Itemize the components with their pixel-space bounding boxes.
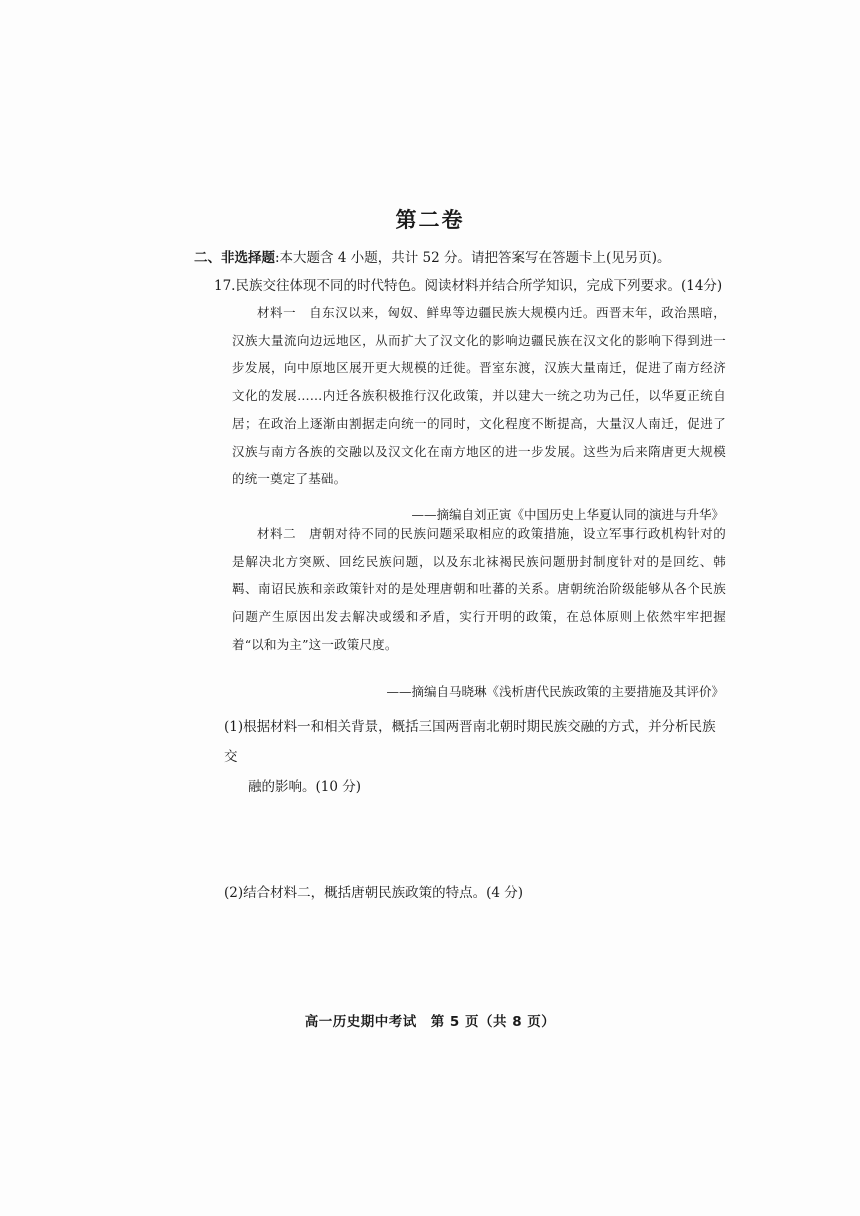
material-1-text: 材料一 自东汉以来，匈奴、鲜卑等边疆民族大规模内迁。西晋末年，政治黑暗，汉族大量流向边远地区，从而扩大了汉文化的影响边疆民族在汉文化的影响下得到进一步发展，向中原地区展开更大规模的迁徙。晋室东渡，汉族大量南迁，促进了南方经济文化的发展……内迁各族积极推行汉化政策，并以建大一统之功为己任，以华夏正统自居；在政治上逐渐由割据走向统一的同时，文化程度不断提高，大量汉人南迁，促进了汉族与南方各族的交融以及汉文化在南方地区的进一步发展。这些为后来隋唐更大规模的统一奠定了基础。 xyxy=(232,305,726,487)
material-1-source: ——摘编自刘正寅《中国历史上华夏认同的演进与升华》 xyxy=(411,507,724,522)
question-17-prompt: 17.民族交往体现不同的时代特色。阅读材料并结合所学知识，完成下列要求。(14分) xyxy=(214,278,723,294)
section-instructions-text: :本大题含 4 小题，共计 52 分。请把答案写在答题卡上(见另页)。 xyxy=(275,250,671,266)
material-2-text: 材料二 唐朝对待不同的民族问题采取相应的政策措施，设立军事行政机构针对的是解决北方突厥、回纥民族问题，以及东北袜褐民族问题册封制度针对的是回纥、韩羁、南诏民族和亲政策针对的是处理唐朝和吐蕃的关系。唐朝统治阶级能够从各个民族问题产生原因出发去解决或缓和矛盾，实行开明的政策，在总体原则上依然牢牢把握着“以和为主”这一政策尺度。 xyxy=(232,526,726,652)
sub-question-1-line2: 融的影响。(10 分) xyxy=(248,779,362,795)
answer-space-2 xyxy=(224,910,724,1010)
page-footer: 高一历史期中考试 第 5 页（共 8 页） xyxy=(304,1014,556,1030)
section-instructions xyxy=(194,246,754,266)
section-title: 第二卷 xyxy=(395,208,465,232)
sub-question-1-line1: (1)根据材料一和相关背景，概括三国两晋南北朝时期民族交融的方式，并分析民族交 xyxy=(224,719,716,765)
section-label: 二、非选择题 xyxy=(194,250,275,266)
material-2-source: ——摘编自马晓琳《浅析唐代民族政策的主要措施及其评价》 xyxy=(386,684,724,699)
answer-space-1 xyxy=(224,772,724,872)
sub-question-2: (2)结合材料二，概括唐朝民族政策的特点。(4 分) xyxy=(224,885,524,901)
